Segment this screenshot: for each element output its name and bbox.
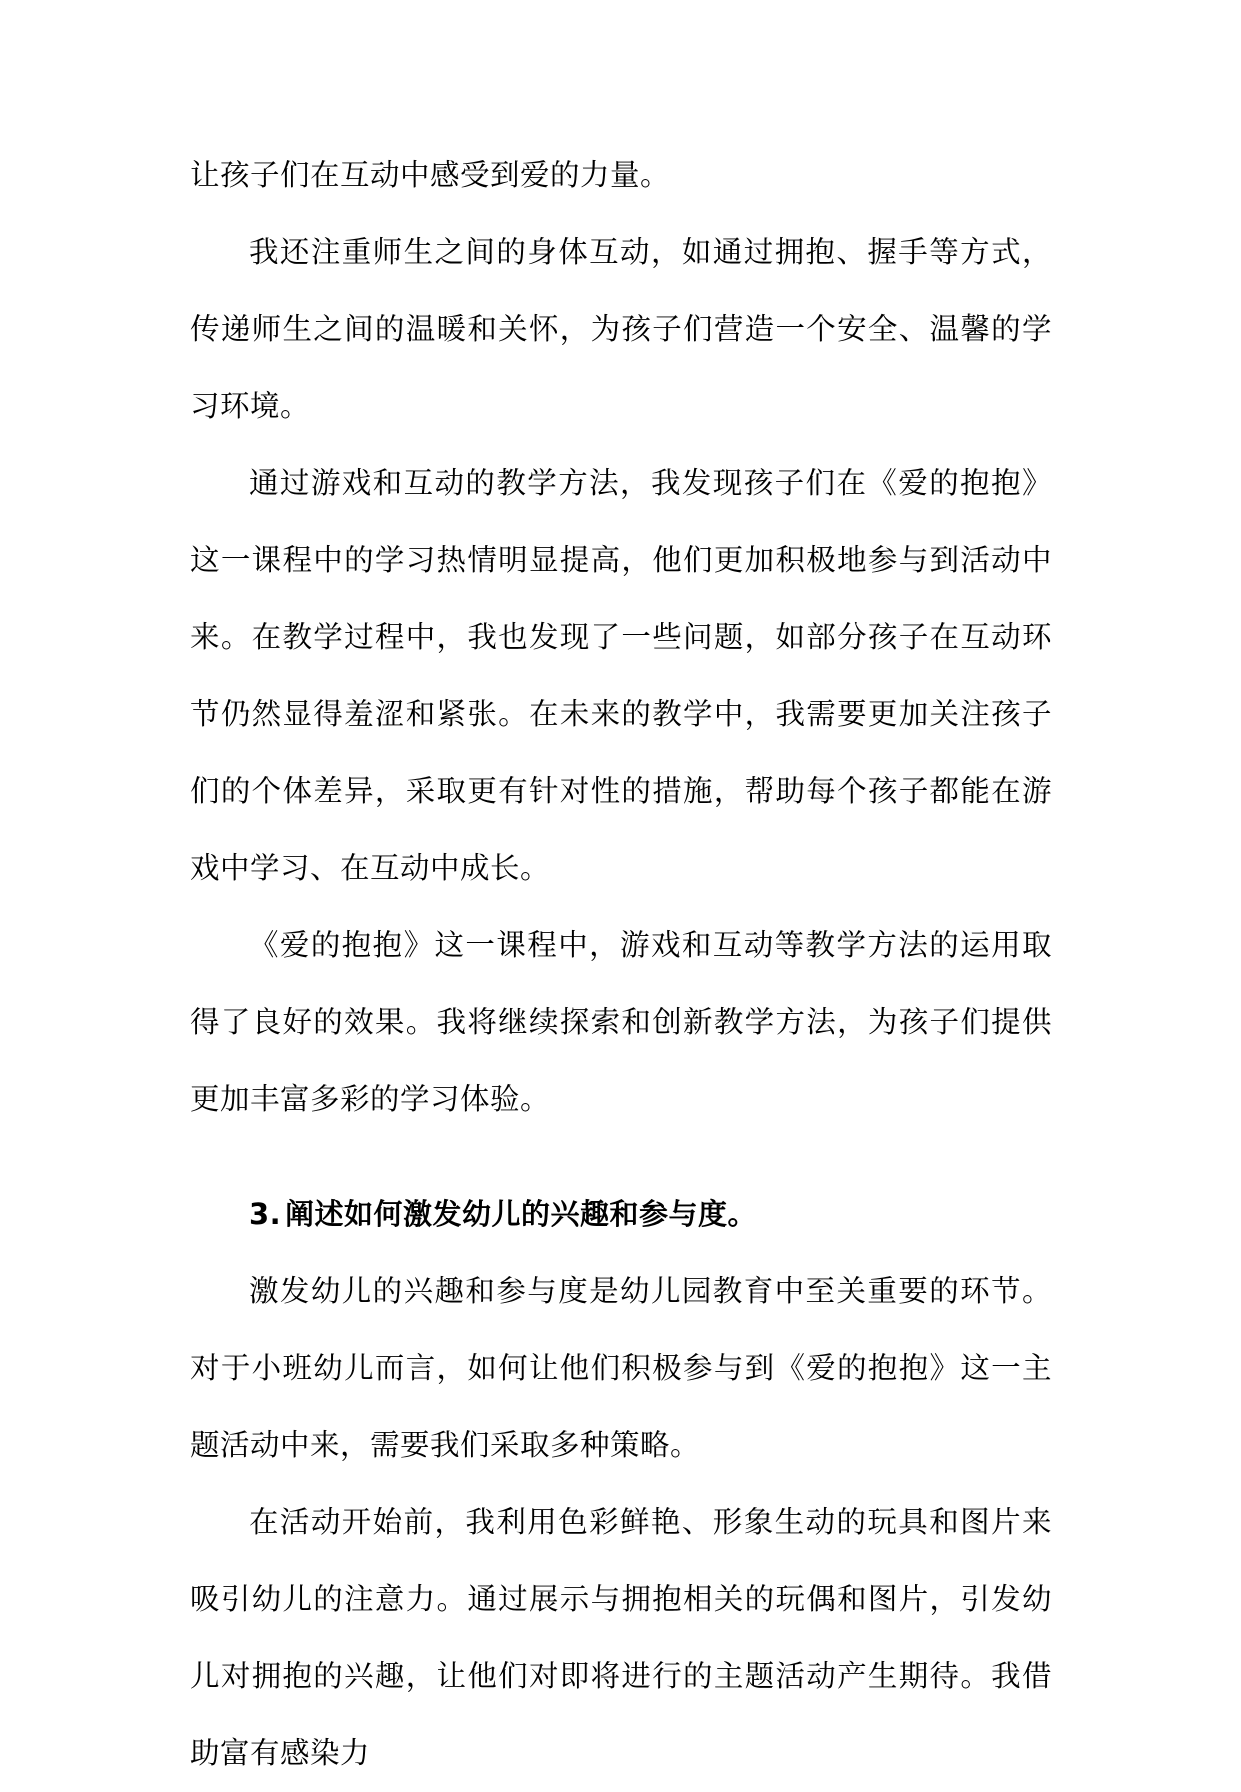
section-heading <box>190 1176 1052 1253</box>
document-body <box>190 137 1052 1792</box>
paragraph-continuation: 让孩子们在互动中感受到爱的力量。 <box>190 158 671 192</box>
paragraph-activity-start: 在活动开始前，我利用色彩鲜艳、形象生动的玩具和图片来吸引幼儿的注意力。通过展示与拥抱相关的玩偶和图片，引发幼儿对拥抱的兴趣，让他们对即将进行的主题活动产生期待。我借助富有感染力 <box>190 1505 1052 1770</box>
paragraph-body-interaction: 我还注重师生之间的身体互动，如通过拥抱、握手等方式，传递师生之间的温暖和关怀，为孩子们营造一个安全、温馨的学习环境。 <box>190 235 1052 423</box>
paragraph-interest-intro: 激发幼儿的兴趣和参与度是幼儿园教育中至关重要的环节。对于小班幼儿而言，如何让他们积极参与到《爱的抱抱》这一主题活动中来，需要我们采取多种策略。 <box>190 1274 1052 1462</box>
paragraph-summary: 《爱的抱抱》这一课程中，游戏和互动等教学方法的运用取得了良好的效果。我将继续探索和创新教学方法，为孩子们提供更加丰富多彩的学习体验。 <box>190 928 1052 1116</box>
section-number: 3. <box>249 1197 282 1231</box>
section-title: 阐述如何激发幼儿的兴趣和参与度。 <box>285 1197 758 1231</box>
paragraph-teaching-findings: 通过游戏和互动的教学方法，我发现孩子们在《爱的抱抱》这一课程中的学习热情明显提高，他们更加积极地参与到活动中来。在教学过程中，我也发现了一些问题，如部分孩子在互动环节仍然显得羞涩和紧张。在未来的教学中，我需要更加关注孩子们的个体差异，采取更有针对性的措施，帮助每个孩子都能在游戏中学习、在互动中成长。 <box>190 466 1052 885</box>
